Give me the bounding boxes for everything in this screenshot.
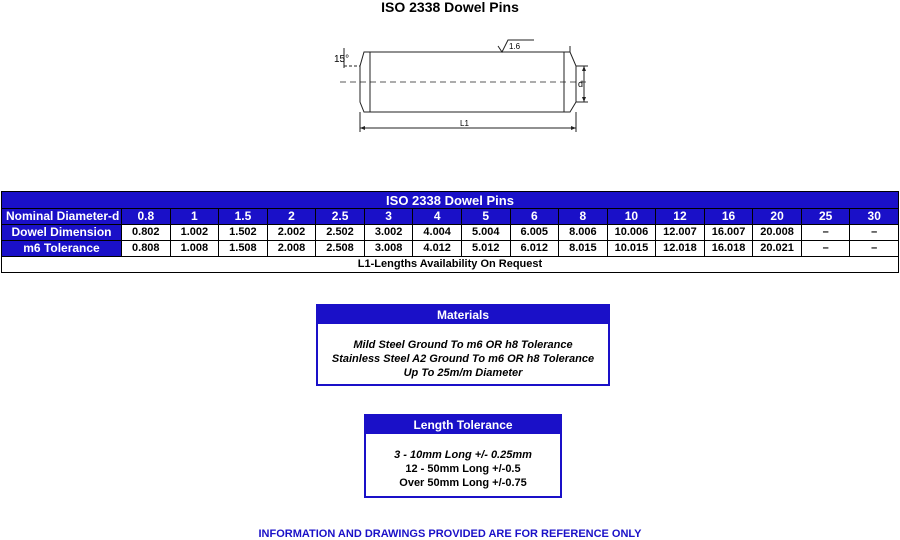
table-title: ISO 2338 Dowel Pins <box>2 192 899 209</box>
min-value-cell: 2.002 <box>267 225 316 241</box>
diameter-header-cell: 2.5 <box>316 209 365 225</box>
min-value-cell: 8.006 <box>559 225 608 241</box>
diameter-header-cell: 20 <box>753 209 802 225</box>
max-value-cell: 4.012 <box>413 241 462 257</box>
max-value-cell: 0.808 <box>122 241 171 257</box>
min-value-cell: 12.007 <box>656 225 705 241</box>
diameter-header-cell: 5 <box>461 209 510 225</box>
materials-line: Stainless Steel A2 Ground To m6 OR h8 Tolerance <box>331 353 595 365</box>
diameter-header-row <box>2 209 899 225</box>
diameter-header-cell: 1 <box>170 209 219 225</box>
max-value-cell: 6.012 <box>510 241 559 257</box>
diameter-header-cell: 16 <box>704 209 753 225</box>
length-tolerance-heading: Length Tolerance <box>366 416 560 434</box>
diameter-label: d <box>578 79 584 89</box>
lengths-note: L1-Lengths Availability On Request <box>2 257 899 273</box>
dowel-pin-drawing <box>320 36 590 136</box>
tolerance-line: 12 - 50mm Long +/-0.5 <box>405 463 521 475</box>
min-value-cell: 16.007 <box>704 225 753 241</box>
nominal-diameter-label: Nominal Diameter-d <box>2 209 122 225</box>
max-value-cell: 3.008 <box>364 241 413 257</box>
diameter-header-cell: 0.8 <box>122 209 171 225</box>
min-value-cell: 10.006 <box>607 225 656 241</box>
min-value-cell: 1.502 <box>219 225 268 241</box>
diameter-header-cell: 12 <box>656 209 705 225</box>
diameter-header-cell: 10 <box>607 209 656 225</box>
diameter-header-cell: 8 <box>559 209 608 225</box>
reference-disclaimer: INFORMATION AND DRAWINGS PROVIDED ARE FOR REFERENCE ONLY <box>258 528 642 540</box>
roughness-label: 1.6 <box>509 42 521 51</box>
materials-line: Up To 25m/m Diameter <box>403 367 523 379</box>
min-value-cell: 0.802 <box>122 225 171 241</box>
materials-line: Mild Steel Ground To m6 OR h8 Tolerance <box>353 339 573 351</box>
max-value-cell: – <box>801 241 850 257</box>
min-value-cell: 6.005 <box>510 225 559 241</box>
materials-heading: Materials <box>318 306 608 324</box>
min-value-cell: 20.008 <box>753 225 802 241</box>
max-value-cell: 2.008 <box>267 241 316 257</box>
max-value-cell: 12.018 <box>656 241 705 257</box>
diameter-header-cell: 4 <box>413 209 462 225</box>
tolerance-line: 3 - 10mm Long +/- 0.25mm <box>394 449 532 461</box>
min-value-row <box>2 225 899 241</box>
diameter-header-cell: 30 <box>850 209 899 225</box>
max-value-cell: 8.015 <box>559 241 608 257</box>
max-value-cell: 16.018 <box>704 241 753 257</box>
min-value-cell: – <box>801 225 850 241</box>
dowel-dimension-label: Dowel Dimension <box>2 225 122 241</box>
max-value-cell: 1.508 <box>219 241 268 257</box>
max-value-cell: 20.021 <box>753 241 802 257</box>
length-tolerance-box <box>364 414 562 498</box>
min-value-cell: 5.004 <box>461 225 510 241</box>
max-value-row <box>2 241 899 257</box>
max-value-cell: 5.012 <box>461 241 510 257</box>
max-value-cell: 1.008 <box>170 241 219 257</box>
max-value-cell: 2.508 <box>316 241 365 257</box>
materials-box <box>316 304 610 386</box>
min-value-cell: 1.002 <box>170 225 219 241</box>
table-title-row <box>2 192 899 209</box>
diameter-header-cell: 2 <box>267 209 316 225</box>
min-value-cell: 3.002 <box>364 225 413 241</box>
min-value-cell: – <box>850 225 899 241</box>
m6-tolerance-label: m6 Tolerance <box>2 241 122 257</box>
dowel-spec-table <box>1 191 899 273</box>
max-value-cell: 10.015 <box>607 241 656 257</box>
page-title: ISO 2338 Dowel Pins <box>381 0 519 15</box>
angle-label: 15° <box>334 54 350 65</box>
min-value-cell: 2.502 <box>316 225 365 241</box>
min-value-cell: 4.004 <box>413 225 462 241</box>
tolerance-line: Over 50mm Long +/-0.75 <box>399 477 527 489</box>
note-row <box>2 257 899 273</box>
length-label: L1 <box>460 119 469 128</box>
diameter-header-cell: 1.5 <box>219 209 268 225</box>
diameter-header-cell: 6 <box>510 209 559 225</box>
max-value-cell: – <box>850 241 899 257</box>
diameter-header-cell: 25 <box>801 209 850 225</box>
diameter-header-cell: 3 <box>364 209 413 225</box>
